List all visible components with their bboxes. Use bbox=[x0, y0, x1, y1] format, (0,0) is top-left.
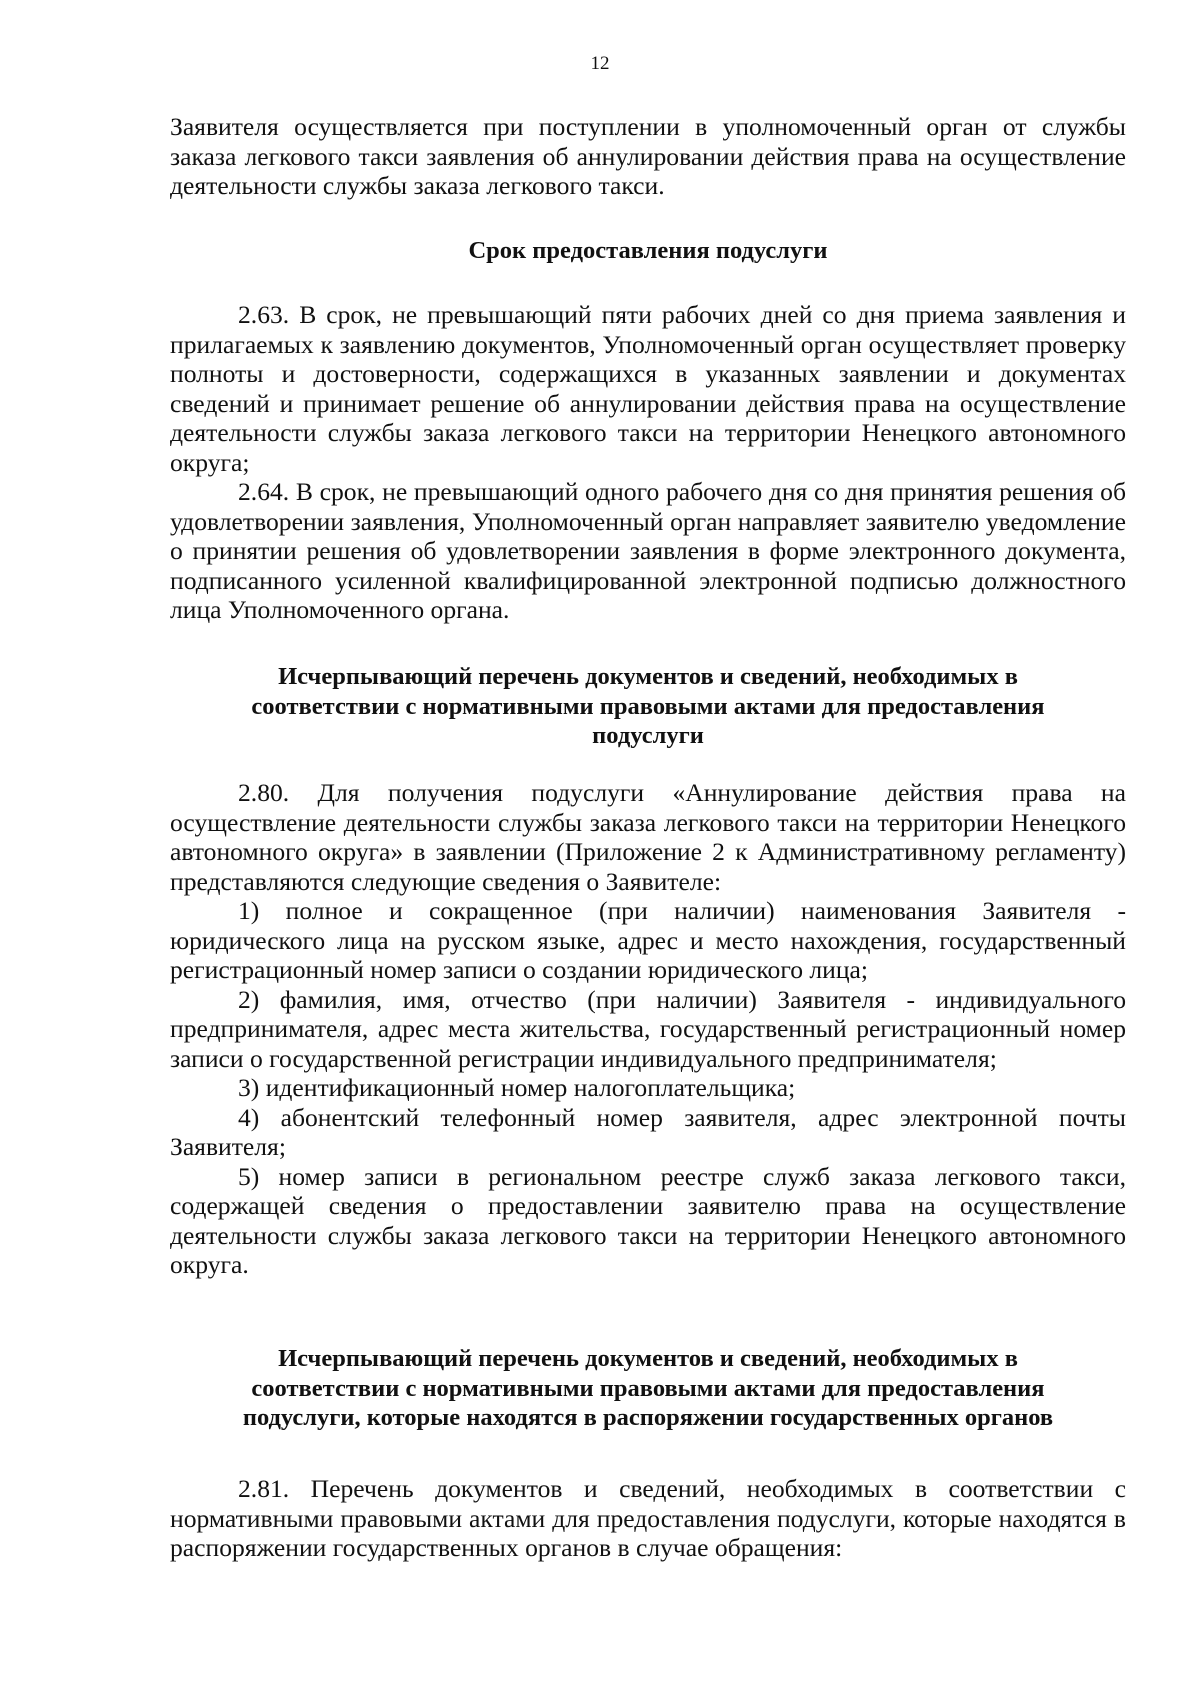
list-item-2: 2) фамилия, имя, отчество (при наличии) Заявителя - индивидуального предпринимателя, адрес места жительства, государственный регистрационный номер записи о государственной регистрации индивидуального предпринимателя; bbox=[170, 984, 1126, 1073]
list-item-3: 3) идентификационный номер налогоплательщика; bbox=[238, 1073, 796, 1102]
section-term bbox=[170, 236, 1126, 266]
section-term-body bbox=[170, 300, 1126, 625]
list-item-1: 1) полное и сокращенное (при наличии) наименования Заявителя - юридического лица на русском языке, адрес и место нахождения, государственный регистрационный номер записи о создании юридического лица; bbox=[170, 896, 1126, 984]
paragraph-2-81: 2.81. Перечень документов и сведений, необходимых в соответствии с нормативными правовыми актами для предоставления подуслуги, которые находятся в распоряжении государственных органов в случае обращения: bbox=[170, 1474, 1126, 1562]
section-state-documents-body bbox=[170, 1474, 1126, 1563]
section-documents-body bbox=[170, 778, 1126, 1280]
list-item-5: 5) номер записи в региональном реестре служб заказа легкового такси, содержащей сведения о предоставлении заявителю права на осуществление деятельности службы заказа легкового такси на территории Ненецкого автономного округа. bbox=[170, 1161, 1126, 1279]
section-documents bbox=[170, 662, 1126, 751]
paragraph-2-80: 2.80. Для получения подуслуги «Аннулирование действия права на осуществление деятельности службы заказа легкового такси на территории Ненецкого автономного округа» в заявлении (Приложение 2 к Административному регламенту) представляются следующие сведения о Заявителе: bbox=[170, 778, 1126, 896]
section-state-documents-heading: Исчерпывающий перечень документов и сведений, необходимых в соответствии с нормативными правовыми актами для предоставления подуслуги, которые находятся в распоряжении государственных органов bbox=[242, 1345, 1054, 1431]
list-item-4: 4) абонентский телефонный номер заявителя, адрес электронной почты Заявителя; bbox=[170, 1102, 1126, 1161]
section-state-documents bbox=[170, 1344, 1126, 1433]
intro-paragraph: Заявителя осуществляется при поступлении в уполномоченный орган от службы заказа легкового такси заявления об аннулировании действия права на осуществление деятельности службы заказа легкового такси. bbox=[170, 112, 1126, 200]
section-documents-heading: Исчерпывающий перечень документов и сведений, необходимых в соответствии с нормативными правовыми актами для предоставления подуслуги bbox=[251, 663, 1045, 749]
intro-block bbox=[170, 112, 1126, 201]
paragraph-2-63: 2.63. В срок, не превышающий пяти рабочих дней со дня приема заявления и прилагаемых к заявлению документов, Уполномоченный орган осуществляет проверку полноты и достоверности, содержащихся в указанных заявлении и документах сведений и принимает решение об аннулировании действия права на осуществление деятельности службы заказа легкового такси на территории Ненецкого автономного округа; bbox=[170, 300, 1126, 477]
section-term-heading: Срок предоставления подуслуги bbox=[468, 237, 828, 264]
page-number: 12 bbox=[590, 53, 610, 74]
paragraph-2-64: 2.64. В срок, не превышающий одного рабочего дня со дня принятия решения об удовлетворении заявления, Уполномоченный орган направляет заявителю уведомление о принятии решения об удовлетворении заявления в форме электронного документа, подписанного усиленной квалифицированной электронной подписью должностного лица Уполномоченного органа. bbox=[170, 477, 1126, 624]
